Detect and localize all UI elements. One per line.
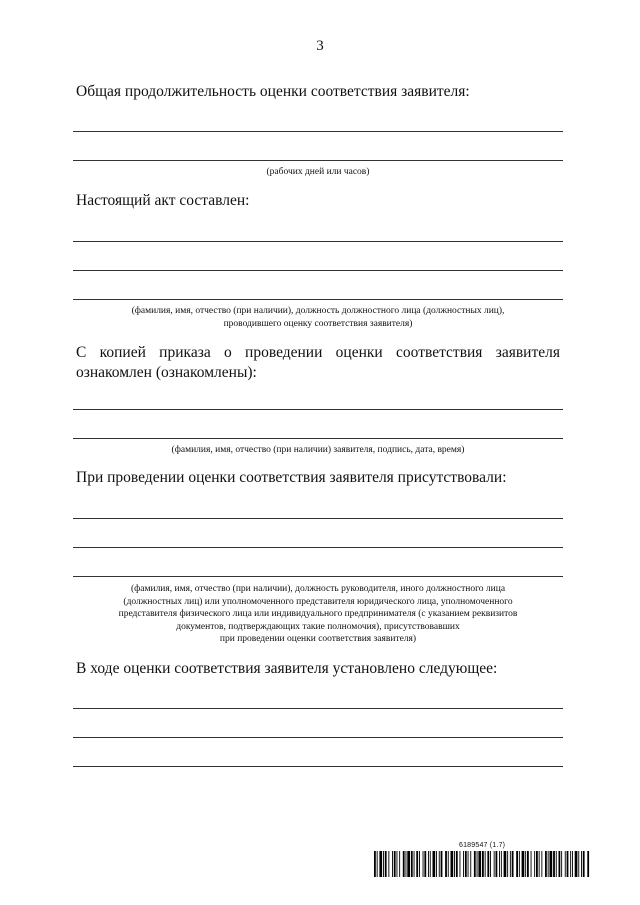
barcode-bar [583, 851, 585, 877]
field-caption [73, 444, 563, 457]
barcode-bar [474, 851, 476, 877]
section-heading-findings: В ходе оценки соответствия заявителя установлено следующее: [76, 660, 498, 677]
barcode-bar [406, 851, 407, 877]
page-number: 3 [316, 38, 324, 54]
barcode-bar [460, 851, 461, 877]
barcode-bar [485, 851, 486, 877]
barcode-bar [575, 851, 578, 877]
caption-line: (фамилия, имя, отчество (при наличии) заявителя, подпись, дата, время) [171, 445, 465, 455]
barcode-bar [496, 851, 498, 877]
barcode-bar [430, 851, 431, 877]
barcode-bar [578, 851, 579, 877]
barcode-bar [477, 851, 478, 877]
caption-line: документов, подтверждающих такие полномочия), присутствовавших [176, 621, 460, 632]
barcode-bar [570, 851, 571, 877]
section-heading-duration: Общая продолжительность оценки соответствия заявителя: [76, 83, 470, 100]
barcode-bar [407, 851, 410, 877]
barcode-bar [519, 851, 520, 877]
barcode-bar [572, 851, 573, 877]
barcode-bar [536, 851, 538, 877]
barcode-bar [539, 851, 540, 877]
barcode-bar [454, 851, 455, 877]
barcode-bar [448, 851, 449, 877]
barcode-bar [424, 851, 426, 877]
section-heading-present: При проведении оценки соответствия заявителя присутствовали: [76, 469, 507, 486]
section-heading-compiled-by: Настоящий акт составлен: [76, 192, 250, 209]
barcode-bar [534, 851, 535, 877]
barcode-bar [531, 851, 532, 877]
barcode-bar [556, 851, 557, 877]
barcode-bar [394, 851, 396, 877]
barcode-bar [439, 851, 440, 877]
barcode-bar [548, 851, 549, 877]
caption-line: (должностных лиц) или уполномоченного представителя юридического лица, уполномоченного [123, 596, 513, 607]
barcode-bar [428, 851, 429, 877]
caption-line: при проведении оценки соответствия заявителя) [219, 634, 417, 644]
fill-line[interactable] [73, 160, 563, 161]
barcode-bar [553, 851, 555, 877]
fill-line[interactable] [73, 299, 563, 300]
barcode-bar [436, 851, 437, 877]
fill-line[interactable] [73, 270, 563, 271]
barcode-bar [445, 851, 447, 877]
field-caption [73, 305, 563, 330]
barcode-bar [559, 851, 561, 877]
barcode-bar [456, 851, 458, 877]
barcode-bar [482, 851, 484, 877]
barcode-bar [516, 851, 518, 877]
barcode-bar [507, 851, 508, 877]
barcode-bar [383, 851, 384, 877]
barcode-bar [451, 851, 454, 877]
fill-line[interactable] [73, 708, 563, 709]
section-heading-acquainted: С копией приказа о проведении оценки соответствия заявителя ознакомлен (ознакомлены): [76, 344, 560, 381]
caption-line: проводившего оценку соответствия заявителя) [223, 318, 413, 329]
barcode-bar [490, 851, 491, 877]
caption-line: (рабочих дней или часов) [266, 167, 370, 177]
fill-line[interactable] [73, 547, 563, 548]
barcode-bar [414, 851, 415, 877]
barcode-bar [419, 851, 420, 877]
barcode-bar [423, 851, 424, 877]
barcode-bar [416, 851, 418, 877]
barcode-bar [504, 851, 507, 877]
barcode-bar [581, 851, 582, 877]
fill-line[interactable] [73, 241, 563, 242]
barcode-bar [470, 851, 471, 877]
barcode-bar [478, 851, 481, 877]
fill-line[interactable] [73, 576, 563, 577]
barcode-bar [510, 851, 511, 877]
barcode-bar [501, 851, 502, 877]
barcode-bar [550, 851, 553, 877]
barcode-bar [433, 851, 436, 877]
barcode-bar [397, 851, 398, 877]
barcode-bar [385, 851, 387, 877]
caption-line: (фамилия, имя, отчество (при наличии), должность должностного лица (должностных лиц), [131, 306, 505, 316]
fill-line[interactable] [73, 518, 563, 519]
barcode-bar [541, 851, 542, 877]
fill-line[interactable] [73, 131, 563, 132]
barcode-bar [403, 851, 405, 877]
barcode-bar [561, 851, 562, 877]
document-code: 6189547 (1.7) [459, 842, 506, 849]
barcode-bar [527, 851, 529, 877]
barcode-bar [587, 851, 589, 877]
barcode-bar [465, 851, 467, 877]
barcode-bar [522, 851, 525, 877]
barcode-bar [399, 851, 400, 877]
barcode-bar [441, 851, 443, 877]
barcode-bar [487, 851, 489, 877]
barcode-bar [392, 851, 393, 877]
barcode-bar [388, 851, 389, 877]
fill-line[interactable] [73, 737, 563, 738]
barcode-bar [565, 851, 566, 877]
fill-line[interactable] [73, 438, 563, 439]
barcode-bar [545, 851, 547, 877]
barcode-bar [379, 851, 382, 877]
barcode-image [374, 851, 590, 877]
barcode-bar [377, 851, 378, 877]
field-caption [73, 583, 563, 646]
barcode-bar [411, 851, 413, 877]
barcode-bar [463, 851, 464, 877]
barcode-bar [512, 851, 514, 877]
barcode-bar [567, 851, 569, 877]
barcode-bar [374, 851, 376, 877]
fill-line[interactable] [73, 409, 563, 410]
barcode-bar [494, 851, 495, 877]
barcode-bar [525, 851, 526, 877]
caption-line: представителя физического лица или индивидуального предпринимателя (с указанием реквизитов [118, 609, 518, 619]
fill-line[interactable] [73, 766, 563, 767]
barcode-bar [468, 851, 469, 877]
field-caption [73, 166, 563, 179]
caption-line: (фамилия, имя, отчество (при наличии), должность руководителя, иного должностного лица [130, 584, 506, 594]
barcode-bar [499, 851, 500, 877]
